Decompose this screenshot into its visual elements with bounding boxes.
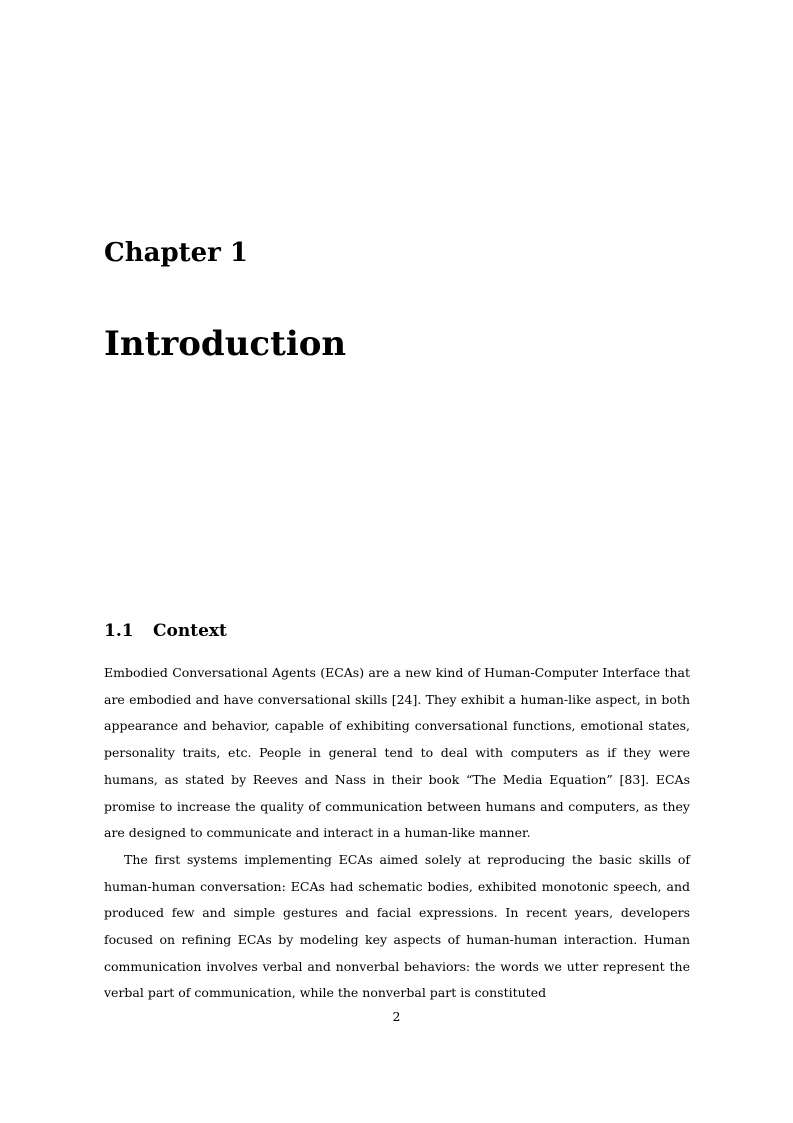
section-number: 1.1	[104, 621, 134, 641]
paragraph: Embodied Conversational Agents (ECAs) are a new kind of Human-Computer Interface that are embodied and have conversational skills [24]. They exhibit a human-like aspect, in both appearance and behavior, capable of exhibiting conversational functions, emotional states, personality traits, etc. People in general tend to deal with computers as if they were humans, as stated by Reeves and Nass in their book “The Media Equation” [83]. ECAs promise to increase the quality of communication between humans and computers, as they are designed to communicate and interact in a human-like manner.	[104, 665, 690, 841]
page-number: 2	[392, 1009, 401, 1024]
chapter-title: Introduction	[104, 324, 347, 364]
chapter-label: Chapter 1	[104, 238, 249, 268]
section-heading	[104, 619, 227, 643]
paragraph: The first systems implementing ECAs aimed solely at reproducing the basic skills of human-human conversation: ECAs had schematic bodies, exhibited monotonic speech, and produced few and simple gestures and facial expressions. In recent years, developers focused on refining ECAs by modeling key aspects of human-human interaction. Human communication involves verbal and nonverbal behaviors: the words we utter represent the verbal part of communication, while the nonverbal part is constituted	[104, 851, 690, 1001]
section-title: Context	[153, 621, 227, 641]
body-text	[104, 660, 690, 1007]
